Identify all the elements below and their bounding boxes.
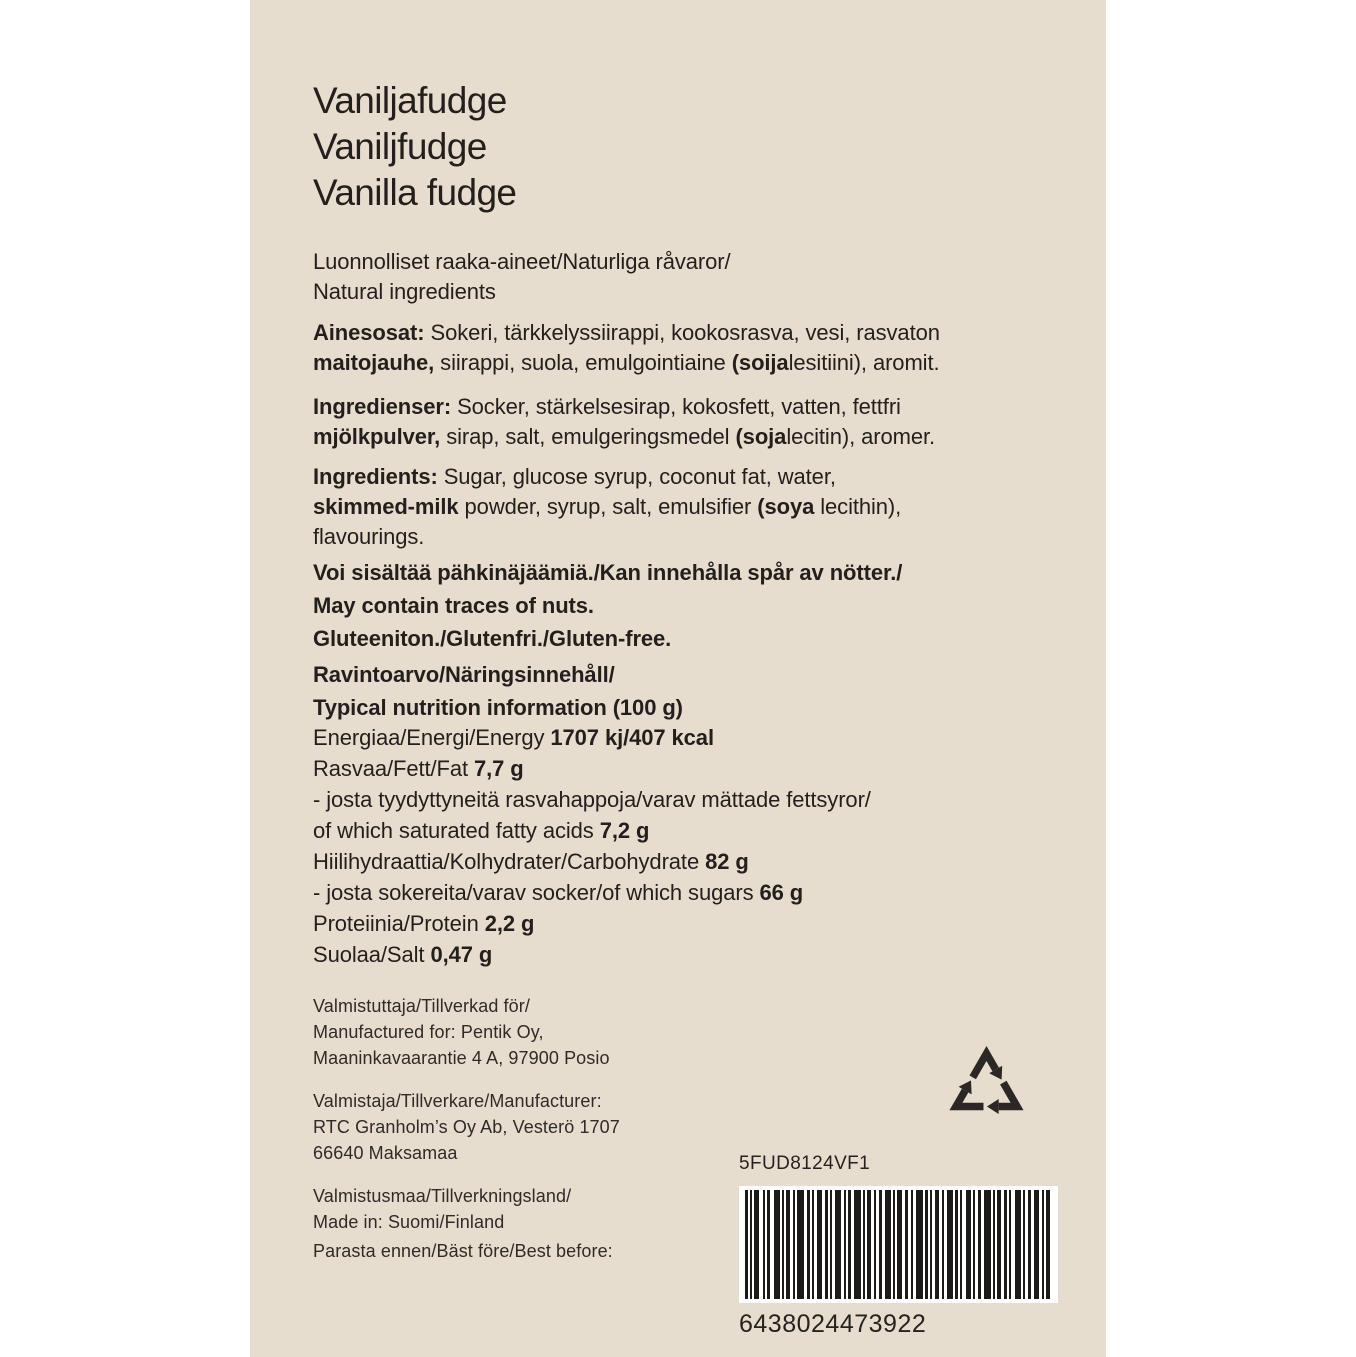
nutrition-row: - josta tyydyttyneitä rasvahappoja/varav mättade fettsyror/ xyxy=(313,787,871,812)
barcode-area xyxy=(739,1152,1079,1339)
recycling-icon xyxy=(933,1030,1040,1137)
address-manufacturer: Valmistaja/Tillverkare/Manufacturer: RTC Granholm’s Oy Ab, Vesterö 1707 66640 Maksamaa xyxy=(313,1091,620,1163)
barcode-batch-code: 5FUD8124VF1 xyxy=(739,1153,871,1174)
nutrition-row: - josta sokereita/varav socker/of which sugars 66 g xyxy=(313,880,804,905)
nutrition-row: Proteiinia/Protein 2,2 g xyxy=(313,911,535,936)
product-title-en: Vanilla fudge xyxy=(313,172,517,213)
ingredients-fi: Ainesosat: Sokeri, tärkkelyssiirappi, kookosrasva, vesi, rasvaton maitojauhe, siirappi, suola, emulgointiaine (soijalesitiini), aromit. xyxy=(313,320,940,375)
address-manufactured-for: Valmistuttaja/Tillverkad för/ Manufactured for: Pentik Oy, Maaninkavaarantie 4 A, 97900 Posio xyxy=(313,996,610,1068)
product-title-sv: Vaniljfudge xyxy=(313,126,487,167)
address-made-in: Valmistusmaa/Tillverkningsland/ Made in: Suomi/Finland xyxy=(313,1186,572,1232)
ingredients-sv: Ingredienser: Socker, stärkelsesirap, kokosfett, vatten, fettfri mjölkpulver, sirap, salt, emulgeringsmedel (sojalecitin), aromer. xyxy=(313,394,935,449)
gluten-free-note: Gluteeniton./Glutenfri./Gluten-free. xyxy=(313,626,672,651)
nutrition-row: Rasvaa/Fett/Fat 7,7 g xyxy=(313,756,524,781)
allergen-warning: Voi sisältää pähkinäjäämiä./Kan innehålla spår av nötter./ May contain traces of nuts. xyxy=(313,560,903,618)
nutrition-row: Suolaa/Salt 0,47 g xyxy=(313,942,493,967)
barcode-ean-number: 6438024473922 xyxy=(739,1310,927,1338)
barcode xyxy=(739,1186,1058,1303)
ingredients-en: Ingredients: Sugar, glucose syrup, coconut fat, water, skimmed-milk powder, syrup, salt, emulsifier (soya lecithin), flavourings. xyxy=(313,464,902,549)
product-title-fi: Vaniljafudge xyxy=(313,80,507,121)
product-title xyxy=(313,78,1078,216)
natural-ingredients-note: Luonnolliset raaka-aineet/Naturliga råvaror/ Natural ingredients xyxy=(313,249,731,304)
nutrition-row: Hiilihydraattia/Kolhydrater/Carbohydrate 82 g xyxy=(313,849,749,874)
best-before-label: Parasta ennen/Bäst före/Best before: xyxy=(313,1241,613,1261)
nutrition-row: Energiaa/Energi/Energy 1707 kj/407 kcal xyxy=(313,725,714,750)
nutrition-table xyxy=(313,722,1078,970)
nutrition-heading: Ravintoarvo/Näringsinnehåll/ Typical nutrition information (100 g) xyxy=(313,662,683,720)
label-panel xyxy=(250,0,1106,1357)
nutrition-row: of which saturated fatty acids 7,2 g xyxy=(313,818,650,843)
